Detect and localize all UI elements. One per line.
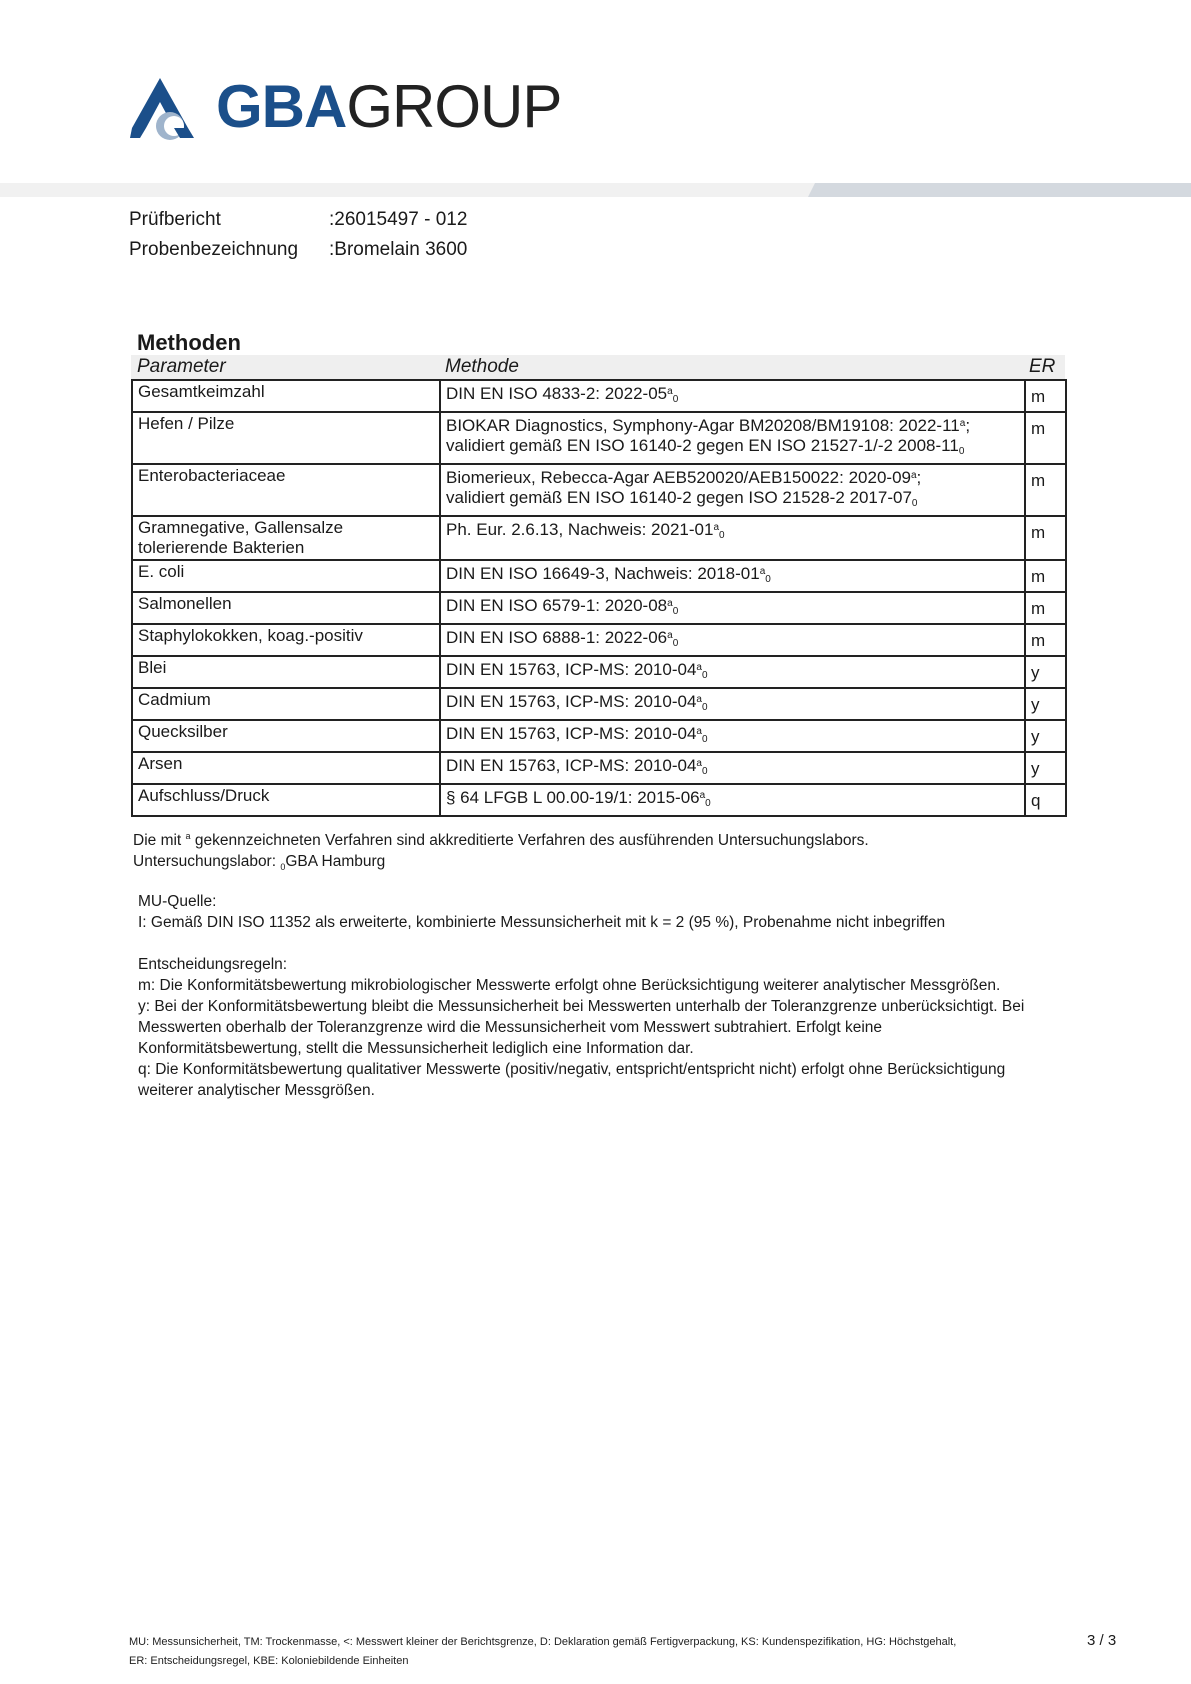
method-line [446, 518, 1019, 546]
method-text: DIN EN ISO 6579-1: 2020-08 [446, 596, 668, 615]
sample-name-value: :Bromelain 3600 [329, 239, 468, 260]
mu-title: MU-Quelle: [138, 893, 217, 910]
lab-marker: 0 [701, 702, 708, 713]
parameter-cell [132, 688, 440, 720]
accreditation-text-pre: Die mit [133, 832, 186, 850]
method-line: Biomerieux, Rebecca-Agar AEB520020/AEB150022: 2020-09$^a$; [446, 468, 922, 487]
accreditation-note [133, 826, 869, 878]
method-line [446, 436, 1019, 462]
logo-brand-bold: GBA [216, 73, 347, 140]
methods-table-row [132, 516, 1066, 560]
rule-line: Konformitätsbewertung, stellt die Messunsicherheit lediglich eine Information dar. [138, 1040, 694, 1057]
method-validation-text: validiert gemäß EN ISO 16140-2 gegen EN ISO 21527-1/-2 2008-11 [446, 436, 959, 455]
er-cell: m [1025, 412, 1066, 464]
lab-marker: 0 [701, 734, 708, 745]
parameter-text: E. coli [138, 562, 185, 581]
parameter-text: Arsen [138, 754, 183, 773]
method-cell [440, 688, 1025, 720]
footer-line-1: MU: Messunsicherheit, TM: Trockenmasse, <: Messwert kleiner der Berichtsgrenze, D: Deklaration gemäß Fertigverpackung, KS: Kundenspezifikation, HG: Höchstgehalt, [129, 1636, 957, 1648]
parameter-cell [132, 412, 440, 464]
lab-marker: 0 [705, 798, 711, 809]
gba-group-logo [130, 73, 570, 142]
method-cell [440, 752, 1025, 784]
rule-line: weiterer analytischer Messgrößen. [138, 1082, 375, 1099]
method-text: BIOKAR Diagnostics, Symphony-Agar BM20208/BM19108: 2022-11 [446, 416, 960, 435]
mu-source-note [138, 891, 945, 933]
parameter-cell [132, 516, 440, 560]
er-cell: m [1025, 592, 1066, 624]
rule-line: Messwerten oberhalb der Toleranzgrenze wird die Messunsicherheit vom Messwert subtrahiert. Erfolgt keine [138, 1019, 883, 1036]
method-line [446, 594, 1019, 622]
accredited-marker: a [696, 758, 702, 769]
gba-triangle-logo-icon [130, 78, 202, 140]
rule-line: q: Die Konformitätsbewertung qualitativer Messwerte (positiv/negativ, entspricht/entspricht nicht) erfolgt ohne Berücksichtigung [138, 1061, 1006, 1078]
method-line [446, 754, 1019, 782]
lab-marker: 0 [701, 766, 708, 777]
method-text: DIN EN 15763, ICP-MS: 2010-04 [446, 724, 697, 743]
method-text: DIN EN ISO 6888-1: 2022-06 [446, 628, 668, 647]
accredited-marker: a [713, 522, 720, 533]
method-text: Biomerieux, Rebecca-Agar AEB520020/AEB150022: 2020-09 [446, 468, 911, 487]
method-text: DIN EN ISO 16649-3, Nachweis: 2018-01 [446, 564, 760, 583]
method-cell [440, 720, 1025, 752]
lab-label: Untersuchungslabor: [133, 853, 281, 871]
method-line [446, 626, 1019, 654]
method-cell [440, 412, 1025, 464]
lab-marker: 0 [958, 446, 965, 457]
parameter-cell [132, 624, 440, 656]
methods-table-header [131, 355, 1065, 379]
parameter-text: Quecksilber [138, 722, 228, 741]
method-line [446, 658, 1019, 686]
parameter-cell [132, 784, 440, 816]
er-cell: y [1025, 752, 1066, 784]
lab-marker: 0 [765, 574, 771, 585]
lab-marker: 0 [672, 638, 679, 649]
er-cell: y [1025, 720, 1066, 752]
method-text: DIN EN 15763, ICP-MS: 2010-04 [446, 756, 697, 775]
parameter-text: Gesamtkeimzahl [138, 382, 265, 401]
report-number-label: Prüfbericht [129, 209, 221, 230]
header-parameter: Parameter [137, 356, 226, 377]
methods-table-row [132, 752, 1066, 784]
accreditation-marker: a [185, 831, 191, 841]
methods-table-row [132, 560, 1066, 592]
method-text: DIN EN 15763, ICP-MS: 2010-04 [446, 692, 697, 711]
er-cell: q [1025, 784, 1066, 816]
parameter-text: Salmonellen [138, 594, 232, 613]
parameter-text: Enterobacteriaceae [138, 466, 286, 485]
er-cell: m [1025, 624, 1066, 656]
method-cell [440, 560, 1025, 592]
mu-text: I: Gemäß DIN ISO 11352 als erweiterte, kombinierte Messunsicherheit mit k = 2 (95 %), Probenahme nicht inbegriffen [138, 914, 946, 931]
method-cell [440, 592, 1025, 624]
accredited-marker: a [696, 662, 702, 673]
methods-table-row [132, 784, 1066, 816]
methods-table-row [132, 624, 1066, 656]
parameter-text: Hefen / Pilze [138, 414, 235, 433]
header-method: Methode [445, 356, 519, 377]
methods-table-row [132, 656, 1066, 688]
methods-table-row [132, 380, 1066, 412]
lab-marker: 0 [701, 670, 708, 681]
method-line: BIOKAR Diagnostics, Symphony-Agar BM20208/BM19108: 2022-11$^a$; [446, 416, 971, 435]
method-cell [440, 624, 1025, 656]
accredited-marker: a [696, 726, 702, 737]
methods-table-row [132, 412, 1066, 464]
methods-table-row [132, 592, 1066, 624]
accredited-marker: a [959, 418, 966, 429]
methods-table [131, 379, 1067, 817]
logo-brand-light: GROUP [346, 73, 562, 140]
report-number-value: :26015497 - 012 [329, 209, 468, 230]
method-line [446, 722, 1019, 750]
header-divider-band [0, 183, 1191, 197]
footer-abbreviations [129, 1633, 956, 1671]
parameter-text: Aufschluss/Druck [138, 786, 270, 805]
er-cell: m [1025, 516, 1066, 560]
method-line [446, 488, 1019, 514]
parameter-text: Cadmium [138, 690, 211, 709]
methods-table-row [132, 688, 1066, 720]
page-number: 3 / 3 [1087, 1632, 1117, 1649]
parameter-text: Blei [138, 658, 167, 677]
lab-marker: 0 [672, 606, 679, 617]
rule-line: y: Bei der Konformitätsbewertung bleibt die Messunsicherheit bei Messwerten unterhalb der Toleranzgrenze unberücksichtigt. Bei [138, 998, 1025, 1015]
method-line [446, 690, 1019, 718]
method-cell [440, 516, 1025, 560]
accredited-marker: a [667, 598, 673, 609]
method-cell [440, 784, 1025, 816]
parameter-text-line2: tolerierende Bakterien [138, 538, 305, 557]
parameter-text: Gramnegative, Gallensalze [138, 518, 344, 537]
parameter-cell [132, 656, 440, 688]
rule-line: m: Die Konformitätsbewertung mikrobiologischer Messwerte erfolgt ohne Berücksichtigung weiterer analytischer Messgrößen. [138, 977, 1001, 994]
methods-table-row [132, 720, 1066, 752]
accredited-marker: a [696, 694, 702, 705]
method-line [446, 382, 1019, 410]
lab-marker: 0 [280, 862, 286, 873]
lab-name: GBA Hamburg [285, 853, 386, 871]
method-cell [440, 380, 1025, 412]
parameter-cell [132, 560, 440, 592]
parameter-cell [132, 380, 440, 412]
lab-marker: 0 [911, 498, 918, 509]
parameter-cell [132, 592, 440, 624]
er-cell: y [1025, 688, 1066, 720]
method-line [446, 562, 1019, 590]
methods-table-row [132, 464, 1066, 516]
method-cell [440, 464, 1025, 516]
parameter-cell [132, 464, 440, 516]
lab-marker: 0 [672, 394, 679, 405]
footer-line-2: ER: Entscheidungsregel, KBE: Koloniebildende Einheiten [129, 1655, 409, 1667]
method-line [446, 786, 1019, 814]
accredited-marker: a [667, 630, 673, 641]
method-cell [440, 656, 1025, 688]
parameter-cell [132, 752, 440, 784]
accredited-marker: a [667, 386, 673, 397]
sample-name-label: Probenbezeichnung [129, 239, 299, 260]
parameter-text: Staphylokokken, koag.-positiv [138, 626, 363, 645]
accredited-marker: a [910, 470, 917, 481]
parameter-cell [132, 720, 440, 752]
method-text: DIN EN 15763, ICP-MS: 2010-04 [446, 660, 697, 679]
method-validation-text: validiert gemäß EN ISO 16140-2 gegen ISO 21528-2 2017-07 [446, 488, 912, 507]
er-cell: y [1025, 656, 1066, 688]
er-cell: m [1025, 380, 1066, 412]
method-text: DIN EN ISO 4833-2: 2022-05 [446, 384, 668, 403]
lab-marker: 0 [719, 530, 725, 541]
er-cell: m [1025, 464, 1066, 516]
er-cell: m [1025, 560, 1066, 592]
method-text: Ph. Eur. 2.6.13, Nachweis: 2021-01 [446, 520, 714, 539]
methods-title: Methoden [137, 330, 241, 355]
method-text: § 64 LFGB L 00.00-19/1: 2015-06 [446, 788, 700, 807]
accredited-marker: a [699, 790, 706, 801]
accreditation-text-post: gekennzeichneten Verfahren sind akkreditierte Verfahren des ausführenden Untersuchungslabors. [190, 832, 869, 850]
rules-title: Entscheidungsregeln: [138, 956, 288, 973]
accredited-marker: a [759, 566, 766, 577]
decision-rules-note [138, 954, 1024, 1101]
header-er: ER [1029, 356, 1056, 377]
